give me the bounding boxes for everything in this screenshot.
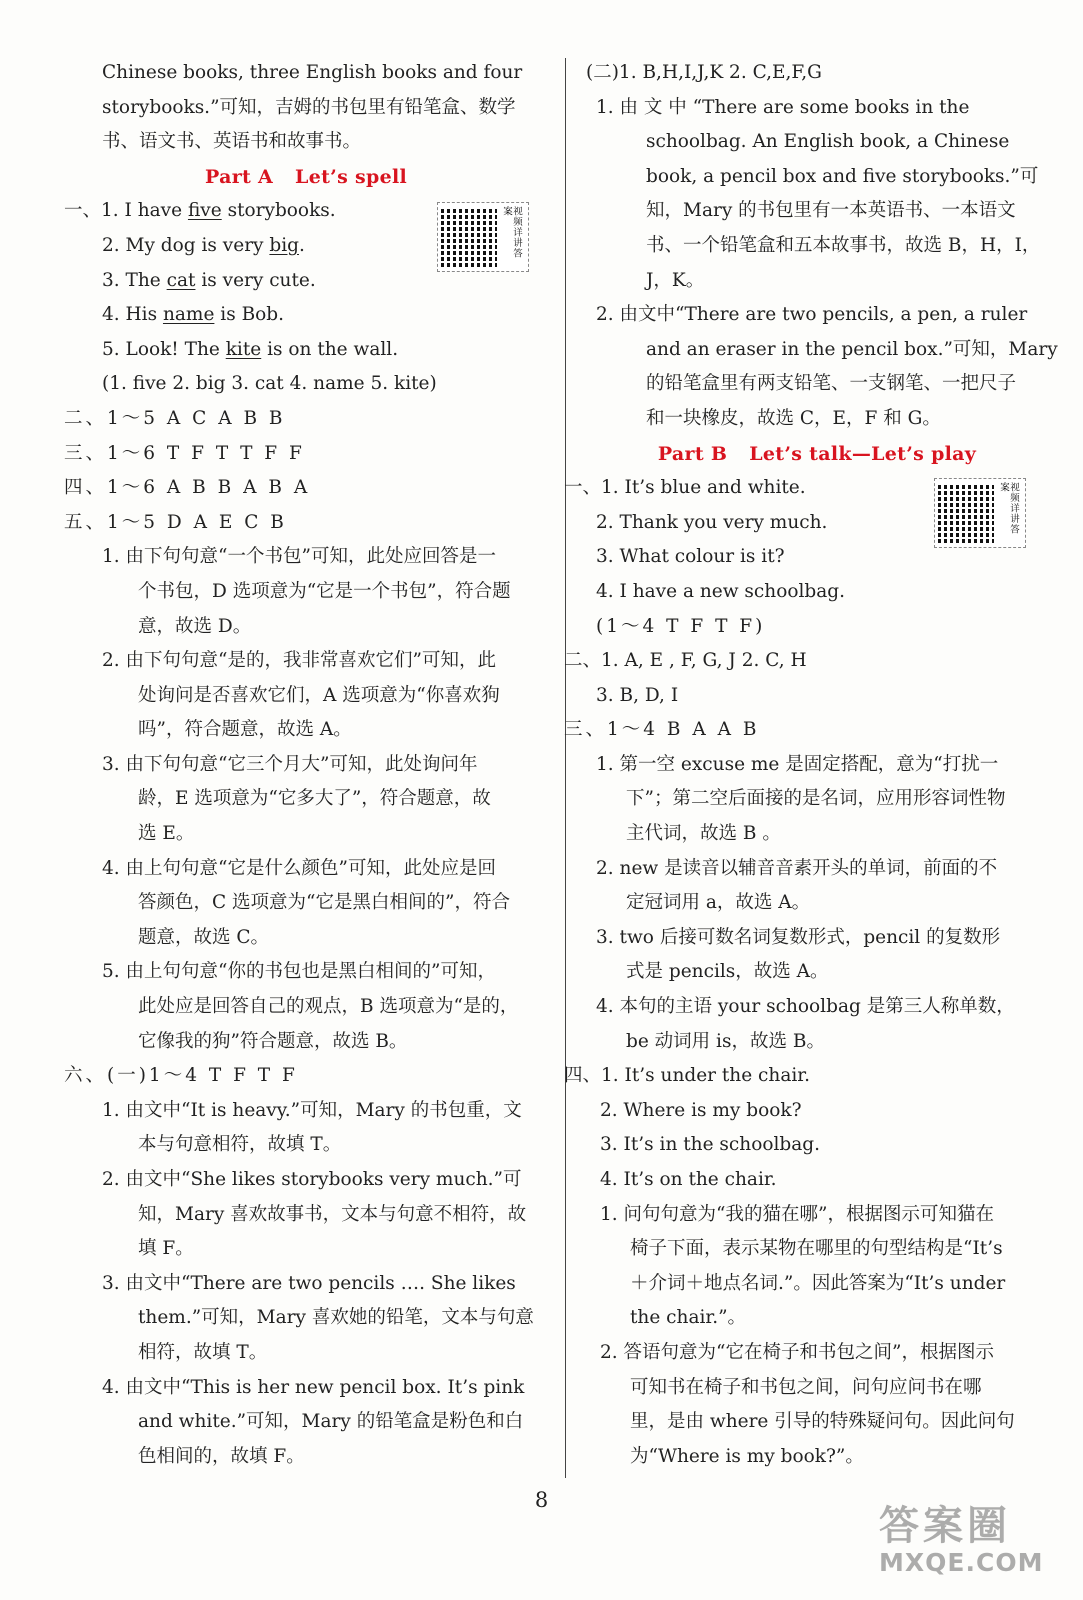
explanation-line: 1. 问句句意为“我的猫在哪”，根据图示可知猫在 bbox=[600, 1203, 994, 1225]
explanation-line: 知，Mary 的书包里有一本英语书、一本语文 bbox=[646, 200, 1016, 222]
explanation-line: 4. 由文中“This is her new pencil box. It’s pink bbox=[102, 1376, 525, 1398]
explanation-line: 相符，故填 T。 bbox=[138, 1341, 268, 1363]
answer-summary: (1～4 T F T F) bbox=[596, 615, 766, 637]
part-a-heading bbox=[64, 160, 548, 195]
section-answers: 三、1～6 T F T T F F bbox=[64, 442, 305, 464]
explanation-line: 里，是由 where 引导的特殊疑问句。因此问句 bbox=[630, 1411, 1015, 1433]
explanation-line: 意，故选 D。 bbox=[138, 615, 252, 637]
explanation-line: 知，Mary 喜欢故事书，文本与句意不相符，故 bbox=[138, 1203, 527, 1225]
explanation-line: ＋介词＋地点名词.”。因此答案为“It’s under bbox=[630, 1272, 1006, 1294]
explanation-line: 定冠词用 a，故选 A。 bbox=[626, 892, 811, 914]
answer-line: 4. It’s on the chair. bbox=[600, 1169, 777, 1190]
qr-code-icon bbox=[938, 483, 994, 543]
explanation-line: 处询问是否喜欢它们，A 选项意为“你喜欢狗 bbox=[138, 684, 500, 706]
page-number: 8 bbox=[534, 1488, 549, 1512]
qr-label: 视频详讲答案 bbox=[501, 206, 522, 259]
explanation-line: 主代词，故选 B 。 bbox=[626, 823, 781, 845]
explanation-line: 1. 由 文 中 “There are some books in the bbox=[596, 96, 970, 118]
explanation-line: 为“Where is my book?”。 bbox=[630, 1445, 864, 1467]
watermark-logo bbox=[879, 1504, 1067, 1586]
explanation-line: 和一块橡皮，故选 C，E，F 和 G。 bbox=[646, 407, 941, 429]
explanation-line: 3. 由文中“There are two pencils …. She likes bbox=[102, 1272, 516, 1294]
explanation-line: book, a pencil box and five storybooks.”可 bbox=[646, 165, 1039, 187]
explanation-line: 此处应是回答自己的观点，B 选项意为“是的， bbox=[138, 996, 519, 1018]
explanation-line: 2. 由下句句意“是的，我非常喜欢它们”可知，此 bbox=[102, 650, 496, 672]
explanation-line: 2. new 是读音以辅音音素开头的单词，前面的不 bbox=[596, 857, 998, 879]
answer-line: 2. Thank you very much. bbox=[596, 511, 828, 533]
explanation-line: 1. 由下句句意“一个书包”可知，此处应回答是一 bbox=[102, 546, 496, 568]
explanation-line: 1. 由文中“It is heavy.”可知，Mary 的书包重，文 bbox=[102, 1099, 522, 1121]
intro-line: storybooks.”可知，吉姆的书包里有铅笔盒、数学 bbox=[102, 96, 516, 118]
qr-code-video-answers[interactable] bbox=[934, 478, 1026, 548]
underlined-word: cat bbox=[166, 269, 196, 291]
answer-line: 5. Look! The kite is on the wall. bbox=[102, 338, 399, 360]
explanation-line: 2. 答语句意为“它在椅子和书包之间”，根据图示 bbox=[600, 1341, 994, 1363]
explanation-line: be 动词用 is，故选 B。 bbox=[626, 1030, 825, 1052]
explanation-line: them.”可知，Mary 喜欢她的铅笔，文本与句意 bbox=[138, 1307, 534, 1329]
part-a-label: Part A bbox=[205, 165, 274, 188]
section-answers: 三、1～4 B A A B bbox=[564, 719, 760, 741]
explanation-line: 它像我的狗”符合题意，故选 B。 bbox=[138, 1030, 408, 1052]
answer-line: 一、1. It’s blue and white. bbox=[564, 477, 806, 499]
part-b-label: Part B bbox=[657, 442, 728, 465]
explanation-line: the chair.”。 bbox=[630, 1307, 747, 1329]
explanation-line: 下”；第二空后面接的是名词，应用形容词性物 bbox=[626, 788, 1006, 810]
part-b-title: Let’s talk—Let’s play bbox=[749, 442, 977, 465]
qr-label: 视频详讲答案 bbox=[998, 482, 1019, 535]
explanation-line: schoolbag. An English book, a Chinese bbox=[646, 131, 1010, 153]
underlined-word: name bbox=[162, 304, 215, 326]
explanation-line: 5. 由上句句意“你的书包也是黑白相间的”可知， bbox=[102, 961, 496, 983]
explanation-line: 书、一个铅笔盒和五本故事书，故选 B，H，I， bbox=[646, 234, 1041, 256]
explanation-line: 题意，故选 C。 bbox=[138, 926, 270, 948]
section-answers: 五、1～5 D A E C B bbox=[64, 511, 287, 533]
answer-summary: (1. five 2. big 3. cat 4. name 5. kite) bbox=[102, 373, 437, 395]
underlined-word: kite bbox=[225, 338, 262, 360]
watermark-text: 答案圈 bbox=[879, 1503, 1011, 1549]
explanation-line: 本与句意相符，故填 T。 bbox=[138, 1134, 342, 1156]
underlined-word: five bbox=[187, 200, 222, 222]
answer-line: 3. What colour is it? bbox=[596, 546, 785, 568]
part-a-title: Let’s spell bbox=[295, 165, 407, 188]
explanation-line: 3. two 后接可数名词复数形式，pencil 的复数形 bbox=[596, 926, 1001, 948]
answer-line: 二、1. A, E , F, G, J 2. C, H bbox=[564, 650, 807, 672]
qr-code-video-answers[interactable] bbox=[437, 202, 529, 272]
explanation-line: 4. 本句的主语 your schoolbag 是第三人称单数， bbox=[596, 996, 1015, 1018]
section-answers: 六、(一)1～4 T F T F bbox=[64, 1065, 298, 1087]
explanation-line: 1. 第一空 excuse me 是固定搭配，意为“打扰一 bbox=[596, 753, 999, 775]
explanation-line: and white.”可知，Mary 的铅笔盒是粉色和白 bbox=[138, 1411, 524, 1433]
explanation-line: 2. 由文中“There are two pencils, a pen, a ruler bbox=[596, 304, 1028, 326]
answer-line: 4. His name is Bob. bbox=[102, 304, 285, 326]
part-b-heading bbox=[586, 437, 1048, 472]
section-answers: 四、1～6 A B B A B A bbox=[64, 477, 311, 499]
explanation-line: 椅子下面，表示某物在哪里的句型结构是“It’s bbox=[630, 1238, 1003, 1260]
qr-code-icon bbox=[441, 207, 497, 267]
explanation-line: 2. 由文中“She likes storybooks very much.”可 bbox=[102, 1169, 522, 1190]
explanation-line: 可知书在椅子和书包之间，问句应问书在哪 bbox=[630, 1376, 982, 1398]
answer-line: 3. The cat is very cute. bbox=[102, 269, 316, 291]
explanation-line: 填 F。 bbox=[138, 1238, 194, 1260]
explanation-line: J，K。 bbox=[646, 269, 705, 291]
answer-line: 四、1. It’s under the chair. bbox=[564, 1065, 810, 1087]
explanation-line: 色相间的，故填 F。 bbox=[138, 1445, 305, 1467]
explanation-line: 的铅笔盒里有两支铅笔、一支钢笔、一把尺子 bbox=[646, 373, 1017, 395]
answer-line: 2. My dog is very big. bbox=[102, 234, 305, 256]
explanation-line: and an eraser in the pencil box.”可知，Mary bbox=[646, 338, 1058, 360]
explanation-line: 式是 pencils，故选 A。 bbox=[626, 961, 829, 983]
answer-line: 2. Where is my book? bbox=[600, 1099, 802, 1121]
answer-line: 3. It’s in the schoolbag. bbox=[600, 1134, 820, 1156]
explanation-line: 4. 由上句句意“它是什么颜色”可知，此处应是回 bbox=[102, 857, 496, 879]
intro-line: 书、语文书、英语书和故事书。 bbox=[102, 131, 362, 153]
intro-line: Chinese books, three English books and four bbox=[102, 62, 523, 83]
explanation-line: 个书包，D 选项意为“它是一个书包”，符合题 bbox=[138, 580, 511, 602]
answer-line: 3. B, D, I bbox=[596, 684, 679, 706]
right-column bbox=[564, 56, 1058, 1474]
section-answers: 二、1～5 A C A B B bbox=[64, 407, 286, 429]
answer-line: 4. I have a new schoolbag. bbox=[596, 580, 845, 602]
explanation-line: 3. 由下句句意“它三个月大”可知，此处询问年 bbox=[102, 753, 478, 775]
explanation-line: 龄，E 选项意为“它多大了”，符合题意，故 bbox=[138, 788, 491, 810]
underlined-word: big bbox=[269, 234, 299, 256]
explanation-line: 吗”，符合题意，故选 A。 bbox=[138, 719, 352, 741]
watermark-url: MXQE.COM bbox=[879, 1548, 1044, 1577]
answer-line: 一、1. I have five storybooks. bbox=[64, 200, 336, 222]
column-divider bbox=[565, 58, 566, 1478]
section-answers: (二)1. B,H,I,J,K 2. C,E,F,G bbox=[586, 62, 822, 83]
explanation-line: 答颜色，C 选项意为“它是黑白相间的”，符合 bbox=[138, 892, 510, 914]
explanation-line: 选 E。 bbox=[138, 823, 195, 845]
